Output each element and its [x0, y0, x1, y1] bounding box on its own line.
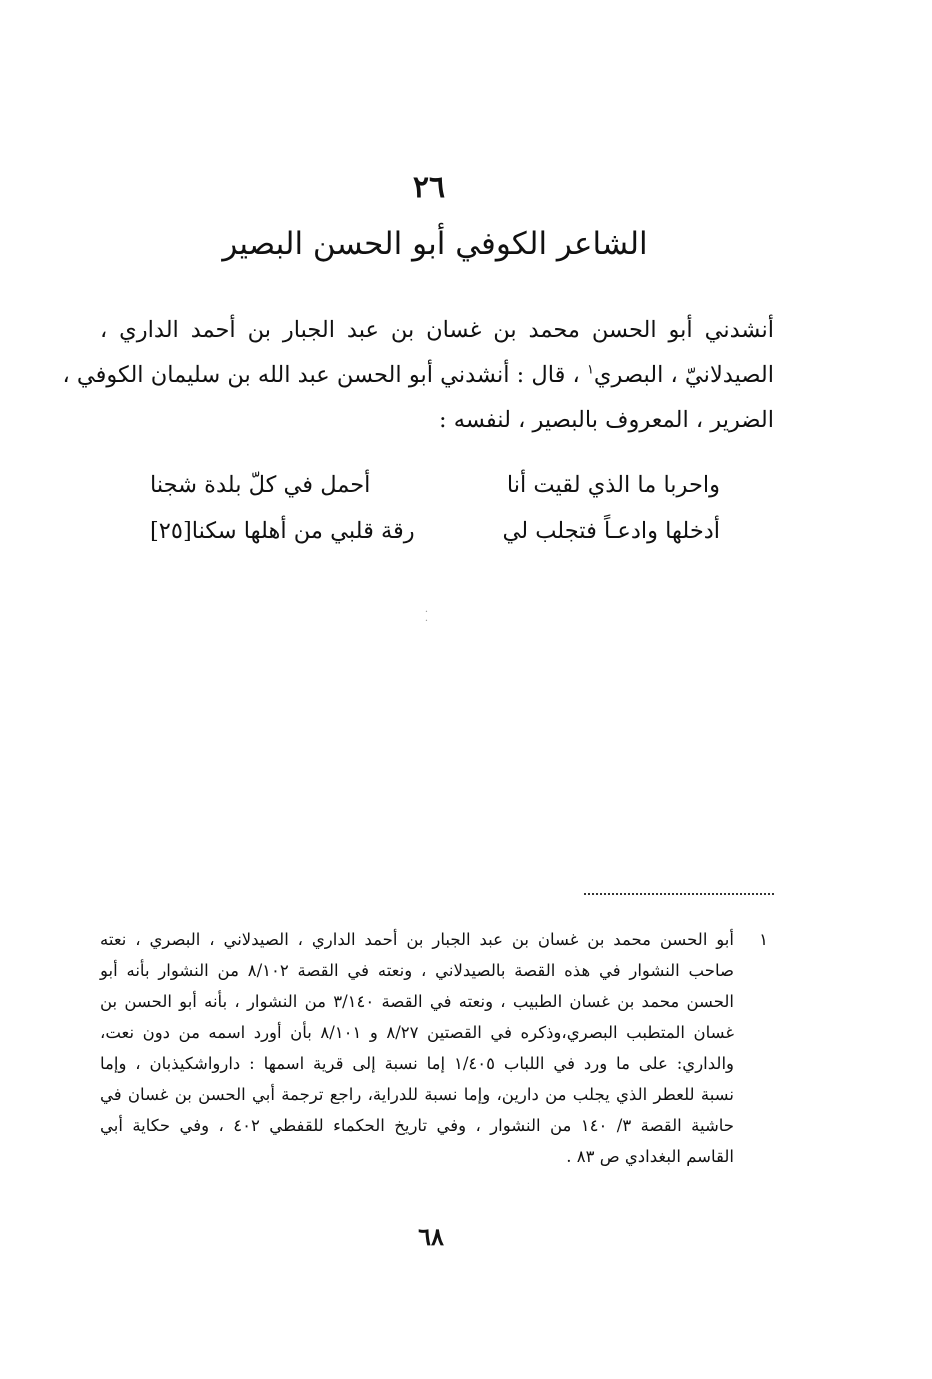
footnote-line: غسان المتطبب البصري،وذكره في القصتين ٨/٢٧ و ٨/١٠١ بأن أورد اسمه من دون نعت،	[100, 1023, 734, 1042]
verse-2-second-hemistich: رقة قلبي من أهلها سكنا[٢٥]	[150, 518, 415, 544]
footnote-line: صاحب النشوار في هذه القصة بالصيدلاني ، ونعته في القصة ٨/١٠٢ من النشوار بأنه أبو	[100, 961, 735, 980]
intro-line-2	[62, 353, 774, 398]
page-number: ٦٨	[418, 1222, 444, 1251]
poem-verse-2	[150, 508, 720, 554]
footnote-body	[100, 924, 734, 1172]
intro-line-2-text-after-ref: ، قال : أنشدني أبو الحسن عبد الله بن سليمان الكوفي ،	[62, 362, 587, 388]
footnote-line: نسبة للعطر الذي يجلب من دارين، وإما نسبة للدراية، راجع ترجمة أبي الحسن بن غسان في	[100, 1085, 734, 1104]
verse-1-second-hemistich: أحمل في كلّ بلدة شجنا	[150, 472, 371, 498]
footnote-number: ١	[759, 930, 768, 949]
intro-line-1: أنشدني أبو الحسن محمد بن غسان بن عبد الجبار بن أحمد الداري ،	[100, 317, 774, 343]
scan-speck: · ·	[424, 607, 428, 627]
story-number: ٢٦	[412, 170, 446, 205]
intro-line-2-text-before-ref: الصيدلانيّ ، البصري	[593, 362, 774, 388]
poem	[150, 462, 720, 554]
poem-verse-1	[150, 462, 720, 508]
story-title: الشاعر الكوفي أبو الحسن البصير	[222, 226, 648, 262]
intro-paragraph	[62, 308, 774, 443]
footnote-separator	[584, 893, 774, 895]
verse-1-first-hemistich: واحربا ما الذي لقيت أنا	[506, 472, 720, 498]
footnote-line: والداري: على ما ورد في اللباب ١/٤٠٥ إما نسبة إلى قرية اسمها : دارواشكيذبان ، وإما	[100, 1054, 735, 1073]
footnote-line: حاشية القصة ٣/ ١٤٠ من النشوار ، وفي تاريخ الحكماء للقفطي ٤٠٢ ، وفي حكاية أبي	[100, 1116, 734, 1135]
intro-line-3: الضرير ، المعروف بالبصير ، لنفسه :	[439, 407, 774, 433]
footnote-line: الحسن محمد بن غسان الطبيب ، ونعته في القصة ٣/١٤٠ من النشوار ، بأنه أبو الحسن بن	[100, 992, 734, 1011]
footnote-1	[100, 924, 768, 1172]
verse-2-first-hemistich: أدخلها وادعـاً فتجلب لي	[502, 518, 720, 544]
footnotes	[100, 924, 768, 1172]
footnote-line: القاسم البغدادي ص ٨٣ .	[566, 1147, 734, 1166]
footnote-line: أبو الحسن محمد بن غسان بن عبد الجبار بن أحمد الداري ، الصيدلاني ، البصري ، نعته	[100, 930, 734, 949]
footnote-reference[interactable]: ١	[586, 362, 594, 378]
